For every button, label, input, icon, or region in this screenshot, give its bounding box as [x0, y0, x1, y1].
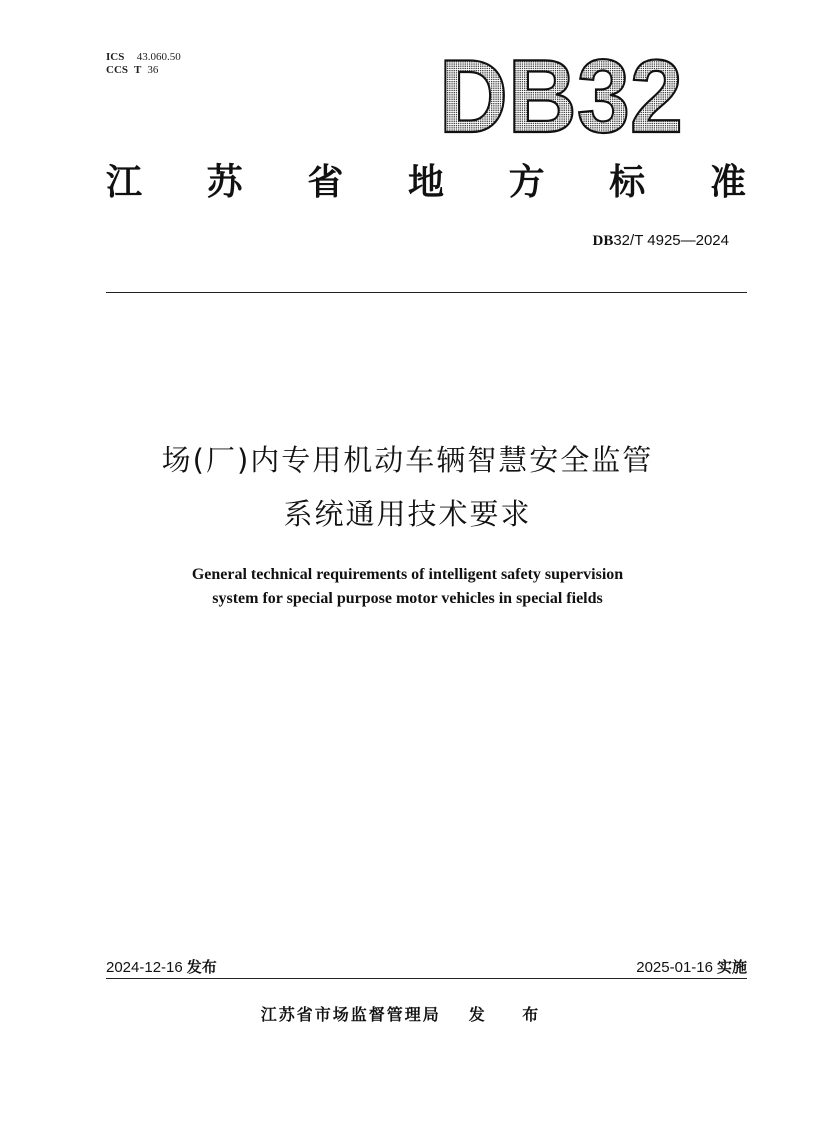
heading-char: 准: [709, 162, 746, 203]
standard-number: [593, 232, 730, 250]
standard-number-prefix: DB: [592, 233, 614, 249]
heading-char: 地: [407, 162, 444, 203]
title-english-line1: General technical requirements of intelligent safety supervision: [191, 566, 624, 583]
heading-char: 苏: [206, 162, 243, 203]
ics-label: ICS: [106, 51, 125, 63]
standard-number-rest: 32/T 4925—2024: [613, 232, 729, 249]
footer-divider: [106, 978, 747, 979]
header-divider: [106, 292, 747, 293]
ccs-label: CCS: [106, 64, 129, 76]
logo-text: DB32: [439, 48, 683, 140]
publisher-name: 江苏省市场监督管理局: [260, 1005, 441, 1024]
ics-value: 43.060.50: [136, 51, 181, 63]
implementation-date-label: 实施: [716, 958, 747, 976]
ics-row: [106, 51, 181, 64]
title-english-line2: system for special purpose motor vehicles in special fields: [212, 590, 603, 607]
issue-date-label: 发布: [186, 958, 217, 976]
heading-char: 标: [609, 162, 646, 203]
ccs-row: [106, 64, 181, 77]
db32-logo: [436, 48, 686, 140]
ccs-letter: T: [134, 64, 142, 76]
heading-char: 江: [106, 162, 143, 203]
heading-char: 方: [508, 162, 545, 203]
classification-codes: [106, 51, 181, 77]
ccs-value: 36: [147, 64, 159, 76]
title-chinese-line2: 系统通用技术要求: [283, 497, 532, 531]
publisher: [0, 1002, 815, 1025]
implementation-date: [636, 956, 747, 977]
issue-date: [106, 956, 217, 977]
title-chinese-line1: 场(厂)内专用机动车辆智慧安全监管: [161, 443, 654, 477]
standard-type-heading: [106, 158, 746, 208]
heading-char: 省: [307, 162, 344, 203]
publisher-action: 发 布: [468, 1005, 555, 1024]
issue-date-value: 2024-12-16: [106, 959, 183, 976]
implementation-date-value: 2025-01-16: [636, 959, 713, 976]
